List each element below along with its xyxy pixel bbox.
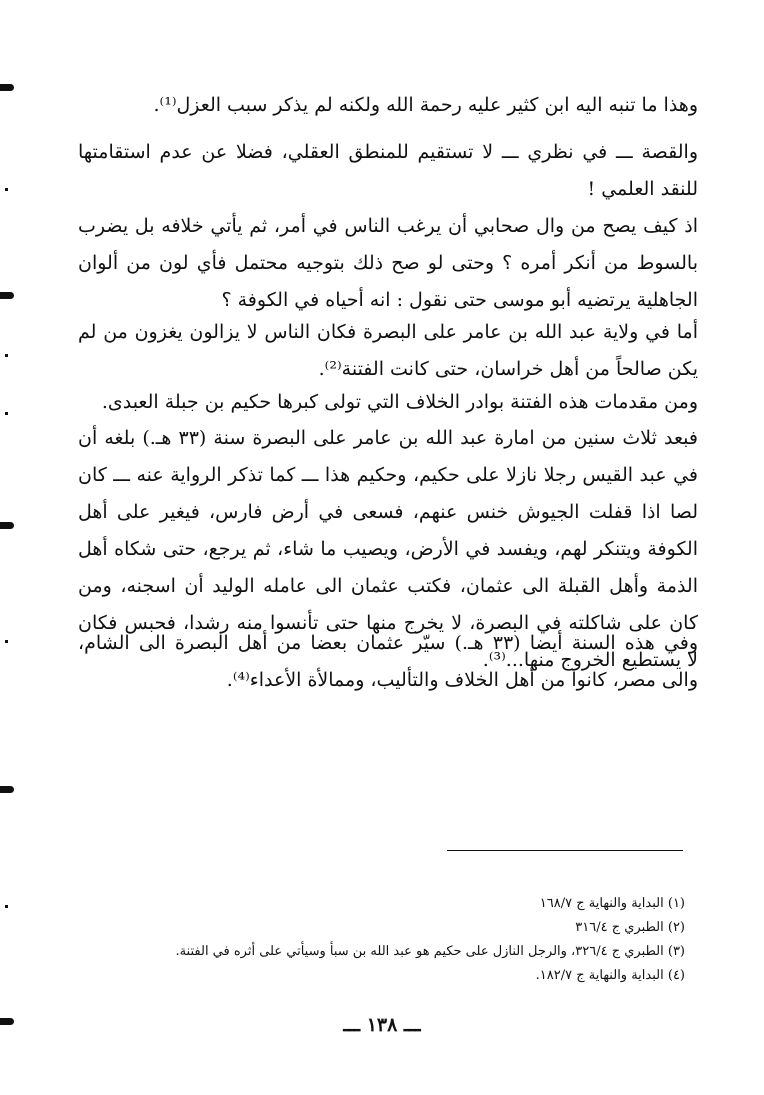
- scan-edge-dot: [5, 188, 8, 191]
- paragraph-3: اذ كيف يصح من وال صحابي أن يرغب الناس في أمر، ثم يأتي خلافه بل يضرب بالسوط من أنكر أمره ؟ وحتى لو صح ذلك بتوجيه محتمل فأي لون من ألوان الجاهلية يرتضيه أبو موسى حتى نقول : انه أحياه في الكوفة ؟: [78, 215, 698, 311]
- scan-edge-dot: [5, 354, 8, 357]
- footnote-1: (١) البداية والنهاية ج ١٦٨/٧: [539, 896, 685, 911]
- paragraph-2: والقصة ـــ في نظري ـــ لا تستقيم للمنطق العقلي، فضلا عن عدم استقامتها للنقد العلمي !: [78, 141, 698, 200]
- footnote-divider: [447, 850, 683, 851]
- scan-edge-dot: [5, 905, 8, 908]
- paragraph-7: وفي هذه السنة أيضا (٣٣ هـ.) سيّر عثمان بعضا من أهل البصرة الى الشام، والى مصر، كانوا من أهل الخلاف والتأليب، وممالأة الأعداء⁽⁴⁾.: [78, 632, 698, 691]
- scan-edge-mark: [0, 1018, 14, 1025]
- footnote-4: (٤) البداية والنهاية ج ١٨٢/٧.: [535, 968, 685, 983]
- paragraph-6: فبعد ثلاث سنين من امارة عبد الله بن عامر على البصرة سنة (٣٣ هـ.) بلغه أن في عبد القيس رجلا نازلا على حكيم، وحكيم هذا ـــ كما تذكر الرواية عنه ـــ كان لصا اذا قفلت الجيوش خنس عنهم، فسعى في أرض فارس، فيغير على أهل الكوفة ويتنكر لهم، ويفسد في الأرض، ويصيب ما شاء، ثم يرجع، حتى شكاه أهل الذمة وأهل القبلة الى عثمان، فكتب عثمان الى عامله الوليد أن اسجنه، ومن كان على شاكلته في البصرة، لا يخرج منها حتى تأنسوا منه رشدا، فحبس فكان لا يستطيع الخروج منها...⁽³⁾.: [78, 427, 698, 671]
- scan-edge-mark: [0, 522, 14, 529]
- scan-edge-mark: [0, 292, 14, 299]
- scan-edge-dot: [5, 640, 8, 643]
- scan-edge-mark: [0, 786, 14, 793]
- footnote-3: (٣) الطبري ج ٣٢٦/٤، والرجل النازل على حكيم هو عبد الله بن سبأ وسيأتي على أثره في الفتنة.: [175, 944, 685, 959]
- paragraph-5: ومن مقدمات هذه الفتنة بوادر الخلاف التي تولى كبرها حكيم بن جبلة العبدى.: [101, 391, 698, 413]
- scan-edge-dot: [5, 412, 8, 415]
- paragraph-4: أما في ولاية عبد الله بن عامر على البصرة فكان الناس لا يزالون يغزون من لم يكن صالحاً من أهل خراسان، حتى كانت الفتنة⁽²⁾.: [78, 321, 698, 380]
- scan-edge-mark: [0, 84, 14, 91]
- paragraph-1: وهذا ما تنبه اليه ابن كثير عليه رحمة الله ولكنه لم يذكر سبب العزل⁽¹⁾.: [153, 94, 698, 116]
- footnote-2: (٢) الطبري ج ٣١٦/٤: [575, 920, 685, 935]
- page-number: ـــ ١٣٨ ـــ: [343, 1014, 421, 1036]
- footnotes-list: [140, 892, 685, 988]
